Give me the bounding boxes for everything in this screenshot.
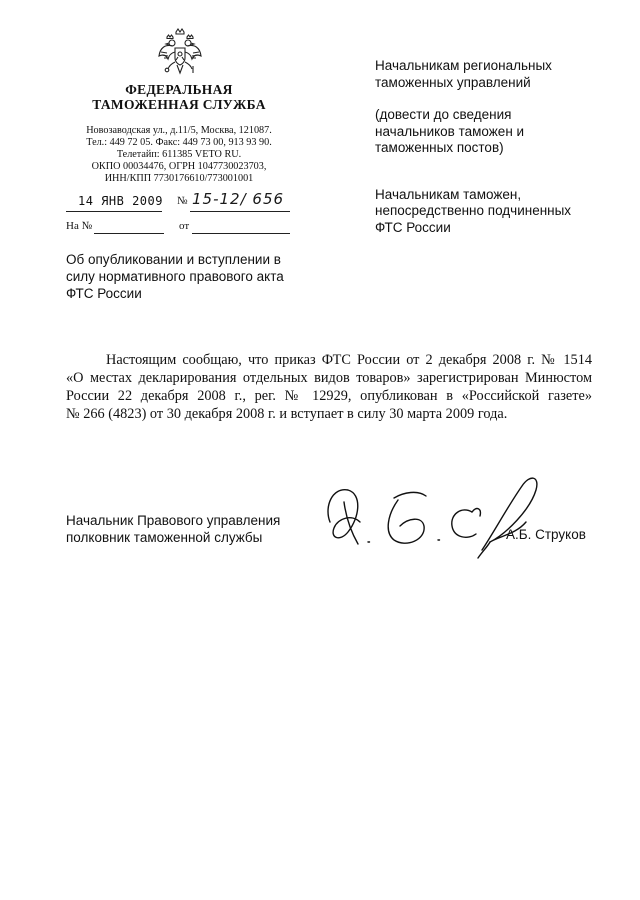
subject-line: Об опубликовании и вступлении в xyxy=(66,252,281,267)
teletype-line: Телетайп: 611385 VETO RU. xyxy=(116,149,242,160)
reference-date-label: от xyxy=(179,220,190,232)
inn-line: ИНН/КПП 7730176610/773001001 xyxy=(104,173,254,184)
body-line: России 22 декабря 2008 г., рег. № 12929, опубликован в «Российской газете» xyxy=(66,388,592,404)
number-underline xyxy=(190,211,290,212)
addressee-note xyxy=(375,107,571,157)
addressee-customs-heads xyxy=(375,187,571,237)
address-line: Новозаводская ул., д.11/5, Москва, 121087. xyxy=(86,125,272,136)
addressee-regional-administrations xyxy=(375,58,571,91)
reference-date-underline xyxy=(192,233,290,234)
subject-line: ФТС России xyxy=(66,286,142,301)
date-underline xyxy=(66,211,162,212)
reference-number-label: На № xyxy=(66,220,93,232)
subject-line: силу нормативного правового акта xyxy=(66,269,284,284)
letter-subject xyxy=(66,251,284,302)
body-line: Настоящим сообщаю, что приказ ФТС России от 2 декабря 2008 г. № 1514 xyxy=(106,352,592,368)
addressee-line: таможенных управлений xyxy=(375,74,531,90)
org-name-line1: ФЕДЕРАЛЬНАЯ xyxy=(125,82,233,97)
body-line: № 266 (4823) от 30 декабря 2008 г. и вступает в силу 30 марта 2009 года. xyxy=(66,406,508,422)
registration-number-handwritten: 15-12/ 656 xyxy=(192,190,285,208)
registration-number-label: № xyxy=(177,195,188,207)
registration-date-stamp: 14 ЯНВ 2009 xyxy=(78,194,163,208)
reference-number-underline xyxy=(94,233,164,234)
letter-body xyxy=(66,351,592,423)
addressee-line: Начальникам региональных xyxy=(375,58,552,73)
org-name-line2: ТАМОЖЕННАЯ СЛУЖБА xyxy=(92,97,266,112)
handwritten-signature xyxy=(322,462,562,572)
phone-line: Тел.: 449 72 05. Факс: 449 73 00, 913 93 90. xyxy=(86,137,272,148)
signatory-rank: полковник таможенной службы xyxy=(66,530,263,545)
addressees-block xyxy=(375,58,571,252)
addressee-line: ФТС России xyxy=(375,219,451,235)
russian-double-headed-eagle-icon xyxy=(157,26,203,76)
addressee-line: таможенных постов) xyxy=(375,140,504,155)
addressee-line: Начальникам таможен, xyxy=(375,186,522,202)
signatory-position: Начальник Правового управления xyxy=(66,513,281,528)
signatory-name: А.Б. Струков xyxy=(506,527,586,542)
signatory-title xyxy=(66,512,280,546)
body-line: «О местах декларирования отдельных видов товаров» зарегистрирован Минюстом xyxy=(66,370,592,386)
addressee-line: (довести до сведения xyxy=(375,107,512,122)
okpo-line: ОКПО 00034476, ОГРН 1047730023703, xyxy=(91,161,267,172)
reference-row xyxy=(64,220,294,240)
addressee-line: непосредственно подчиненных xyxy=(375,203,572,218)
addressee-line: начальников таможен и xyxy=(375,123,525,139)
